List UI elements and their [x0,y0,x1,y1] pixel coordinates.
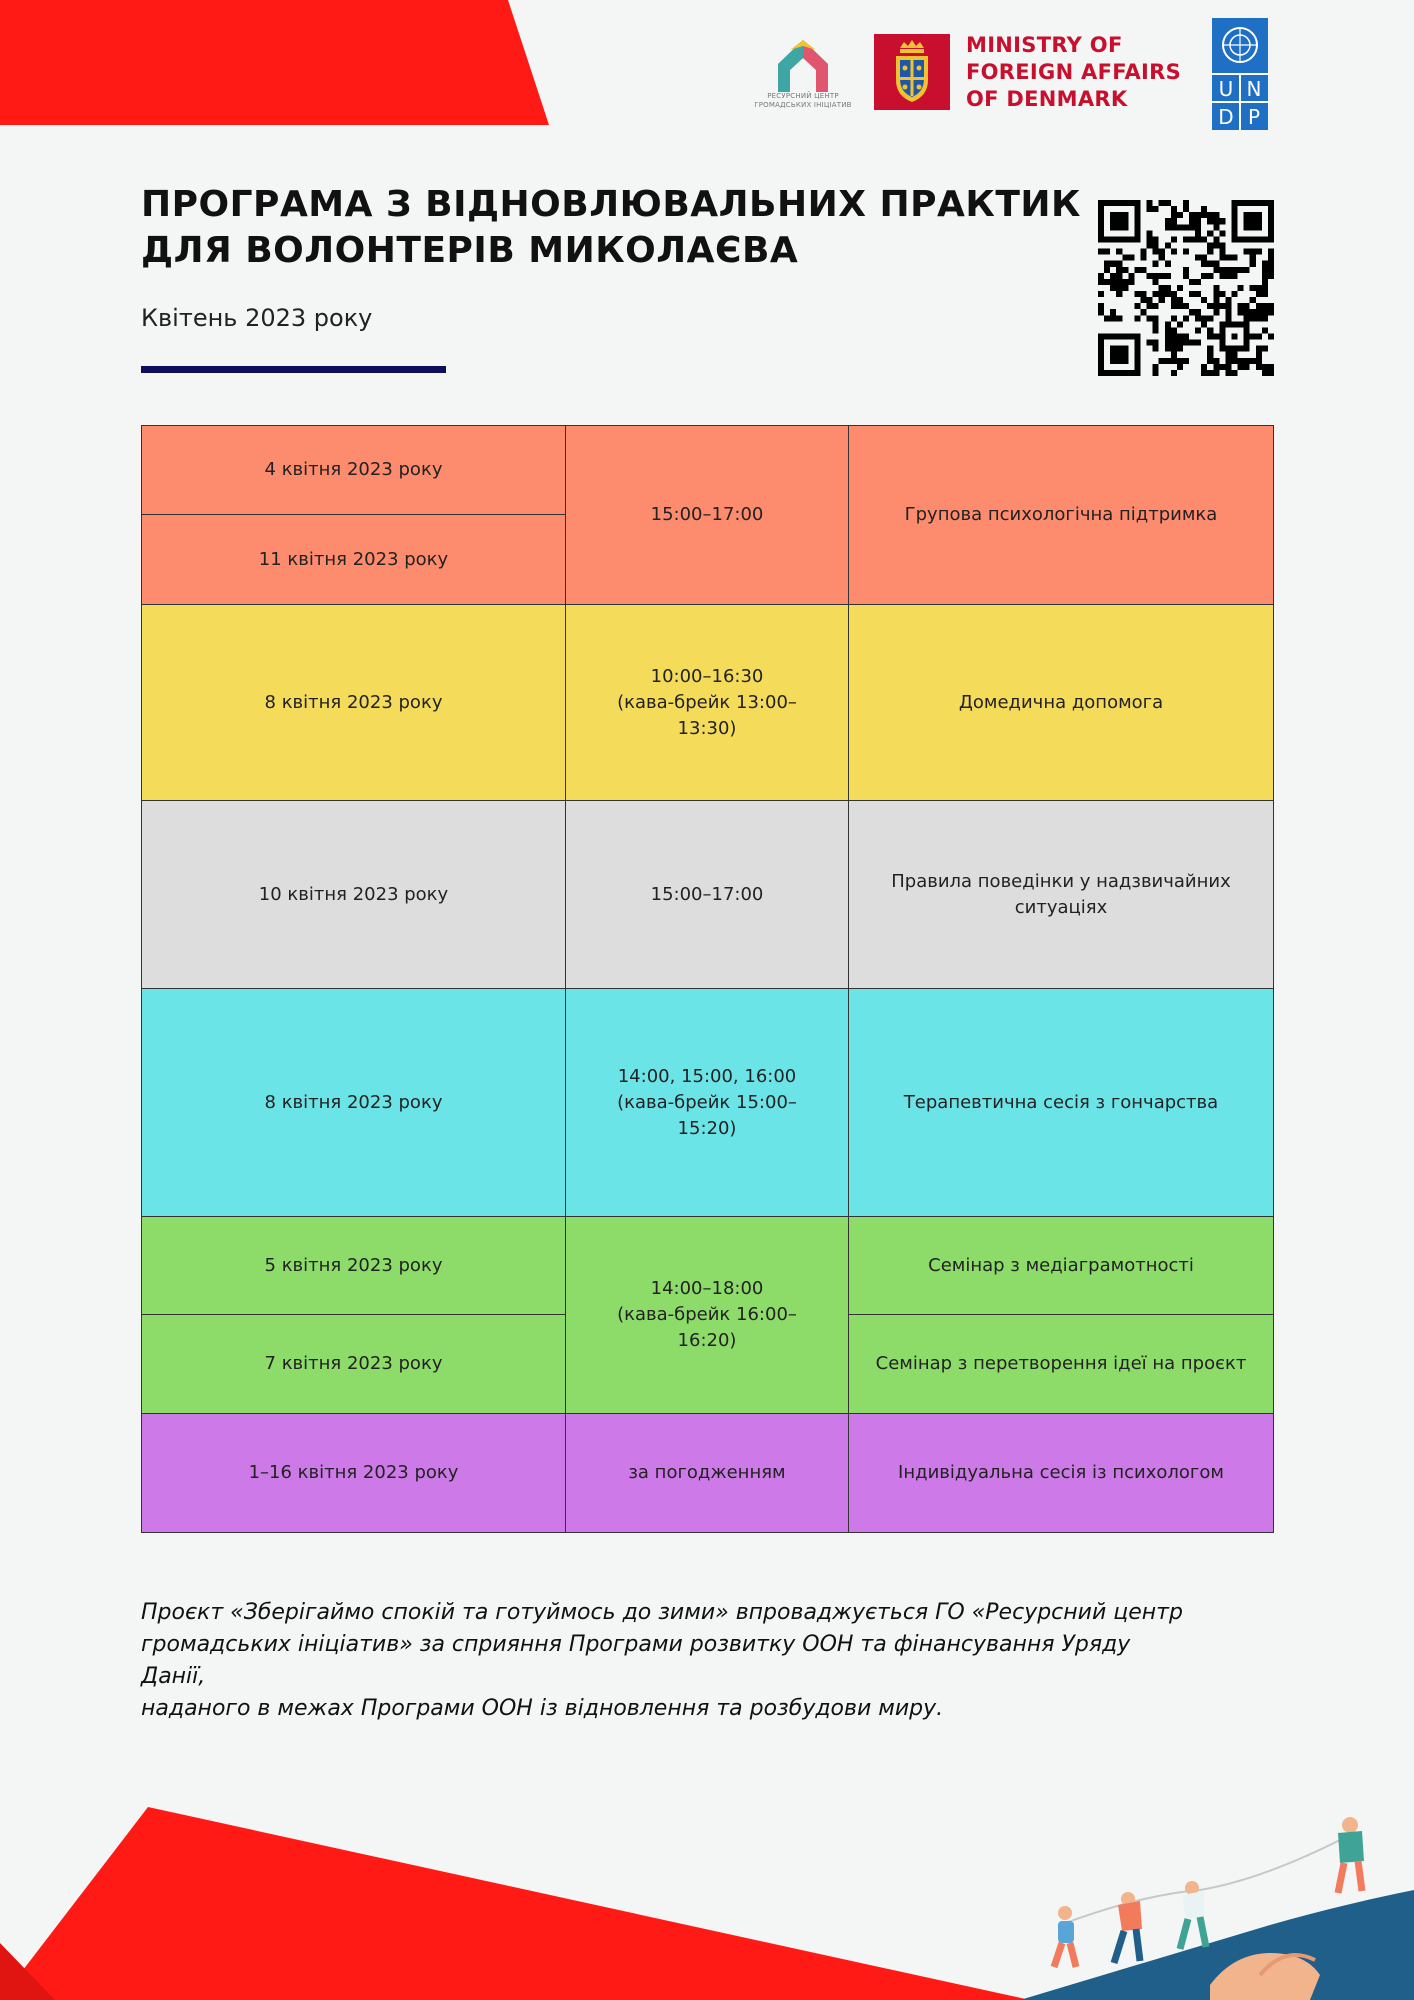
page-title-line2: ДЛЯ ВОЛОНТЕРІВ МИКОЛАЄВА [141,230,799,271]
date-cell: 7 квітня 2023 року [142,1315,566,1414]
red-corner-shape-bottom [0,1795,1100,2000]
schedule-row [142,426,1274,515]
date-cell: 5 квітня 2023 року [142,1217,566,1315]
activity-line2: ситуаціях [1014,896,1108,918]
red-corner-shape-top [0,0,560,130]
activity-cell: Терапевтична сесія з гончарства [849,989,1274,1217]
schedule-row [142,1414,1274,1533]
date-cell: 11 квітня 2023 року [142,515,566,605]
activity-line1: Правила поведінки у надзвичайних [891,870,1231,892]
activity-cell: Домедична допомога [849,605,1274,801]
schedule-row [142,1217,1274,1315]
page-title-line1: ПРОГРАМА З ВІДНОВЛЮВАЛЬНИХ ПРАКТИК [141,184,1081,225]
activity-cell: Семінар з медіаграмотності [849,1217,1274,1315]
activity-cell [849,801,1274,989]
date-cell: 10 квітня 2023 року [142,801,566,989]
time-line1: 10:00–16:30 [650,665,764,687]
resource-center-caption-line2: ГРОМАДСЬКИХ ІНІЦІАТИВ [754,101,852,109]
resource-center-caption-line1: РЕСУРСНИЙ ЦЕНТР [767,92,839,100]
time-line2: (кава-брейк 13:00–13:30) [617,691,797,739]
date-cell: 4 квітня 2023 року [142,426,566,515]
time-cell: 15:00–17:00 [566,426,849,605]
date-cell: 1–16 квітня 2023 року [142,1414,566,1533]
ministry-denmark-wordmark [966,32,1196,113]
undp-letter-u: U [1218,77,1234,101]
time-line2: (кава-брейк 16:00–16:20) [617,1304,797,1351]
time-cell [566,605,849,801]
partner-logos [704,28,1404,138]
date-cell: 8 квітня 2023 року [142,605,566,801]
time-cell [566,1217,849,1414]
title-underline [141,366,446,373]
footnote-line1: Проєкт «Зберігаймо спокій та готуймось до зими» впроваджується ГО «Ресурсний центр [141,1600,1183,1625]
activity-cell: Індивідуальна сесія із психологом [849,1414,1274,1533]
time-cell [566,989,849,1217]
qr-code-icon[interactable] [1098,200,1274,376]
page-subtitle: Квітень 2023 року [141,304,373,332]
footnote-line3: наданого в межах Програми ООН із відновлення та розбудови миру. [141,1696,944,1721]
ministry-line3: OF DENMARK [966,87,1128,111]
denmark-coat-of-arms-icon [874,34,950,110]
activity-cell: Групова психологічна підтримка [849,426,1274,605]
teamwork-illustration-icon [1010,1795,1414,2000]
schedule-table [141,425,1274,1533]
schedule-row [142,801,1274,989]
time-cell: 15:00–17:00 [566,801,849,989]
project-footnote [141,1597,1201,1725]
schedule-row [142,989,1274,1217]
date-cell: 8 квітня 2023 року [142,989,566,1217]
time-line1: 14:00–18:00 [650,1278,764,1299]
ministry-line1: MINISTRY OF [966,33,1123,57]
undp-letter-d: D [1218,105,1234,129]
time-line2: (кава-брейк 15:00–15:20) [617,1091,797,1139]
activity-cell: Семінар з перетворення ідеї на проєкт [849,1315,1274,1414]
time-cell: за погодженням [566,1414,849,1533]
page-title [141,182,1081,274]
undp-letter-n: N [1246,77,1262,101]
footnote-line2: громадських ініціатив» за сприяння Програми розвитку ООН та фінансування Уряду Данії, [141,1632,1131,1689]
ministry-line2: FOREIGN AFFAIRS [966,60,1182,84]
undp-letter-p: P [1247,105,1261,129]
resource-center-caption [738,92,868,110]
time-line1: 14:00, 15:00, 16:00 [617,1065,797,1087]
schedule-row [142,605,1274,801]
undp-logo-icon [1212,18,1268,130]
